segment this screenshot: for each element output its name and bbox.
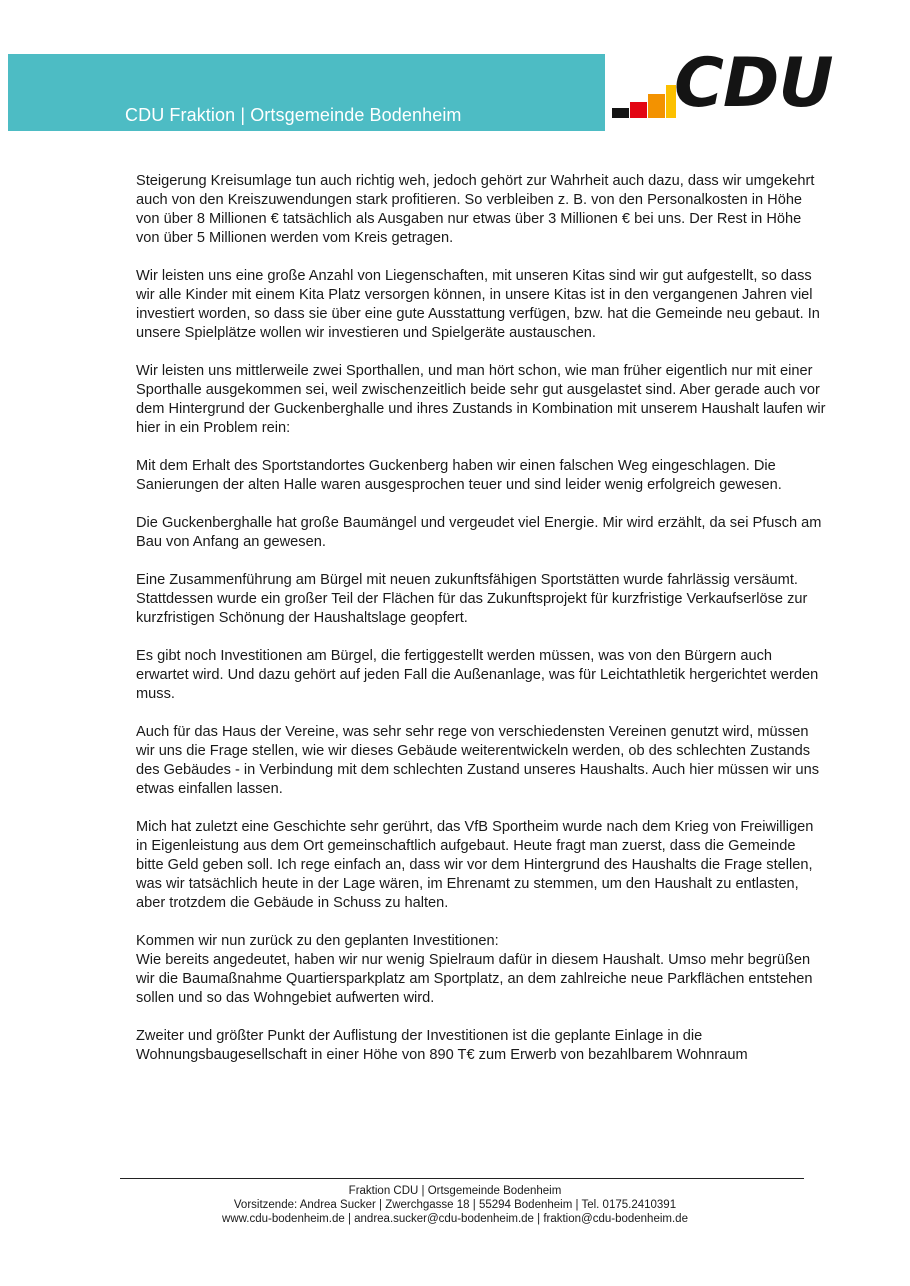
paragraph-haus-der-vereine: Auch für das Haus der Vereine, was sehr sehr rege von verschiedensten Vereinen genutzt wird, müssen wir uns die Frage stellen, wie wir dieses Gebäude weiterentwickeln werden, ob des schlechten Zustands des Gebäudes - in Verbindung mit dem schlechten Zustand unseres Haushalts. Auch hier müssen wir uns etwas einfallen lassen.	[136, 724, 820, 797]
paragraph-vfb-sportheim: Mich hat zuletzt eine Geschichte sehr gerührt, das VfB Sportheim wurde nach dem Krieg von Freiwilligen in Eigenleistung aus dem Ort gemeinschaftlich aufgebaut. Heute fragt man zuerst, dass die Gemeinde bitte Geld geben soll. Ich rege einfach an, dass wir vor dem Hintergrund des Haushalts die Frage stellen, was wir tatsächlich heute in der Lage wären, im Ehrenamt zu stemmen, um den Haushalt zu entlasten, aber trotzdem die Gebäude in Schuss zu halten.	[136, 819, 814, 911]
paragraph-sporthallen: Wir leisten uns mittlerweile zwei Sporthallen, und man hört schon, wie man früher eigentlich nur mit einer Sporthalle ausgekommen sei, weil zwischenzeitlich beide sehr gut ausgelastet sind. Aber gerade auch vor dem Hintergrund der Guckenberghalle und ihres Zustands in Kombination mit unserem Haushalt laufen wir hier in ein Problem rein:	[136, 363, 826, 436]
paragraph-liegenschaften: Wir leisten uns eine große Anzahl von Liegenschaften, mit unseren Kitas sind wir gut aufgestellt, so dass wir alle Kinder mit einem Kita Platz versorgen können, in unsere Kitas ist in den vergangenen Jahren viel investiert worden, so dass sie über eine gute Ausstattung verfügen, bzw. hat die Gemeinde neu gebaut. In unsere Spielplätze wollen wir investieren und Spielgeräte austauschen.	[136, 268, 820, 341]
footer-line-organization: Fraktion CDU | Ortsgemeinde Bodenheim	[348, 1185, 562, 1197]
document-body	[136, 172, 826, 1084]
paragraph-buergel: Eine Zusammenführung am Bürgel mit neuen zukunftsfähigen Sportstätten wurde fahrlässig versäumt. Stattdessen wurde ein großer Teil der Flächen für das Zukunftsprojekt für kurzfristige Verkaufserlöse zur kurzfristigen Schönung der Haushaltslage geopfert.	[136, 572, 808, 626]
paragraph-investitionen-buergel: Es gibt noch Investitionen am Bürgel, die fertiggestellt werden müssen, was von den Bürgern auch erwartet wird. Und dazu gehört auf jeden Fall die Außenanlage, was für Leichtathletik hergerichtet werden muss.	[136, 648, 819, 702]
footer-line-web: www.cdu-bodenheim.de | andrea.sucker@cdu-bodenheim.de | fraktion@cdu-bodenheim.de	[222, 1213, 688, 1225]
logo-bar-red	[630, 102, 647, 118]
logo-bar-orange	[648, 94, 665, 118]
cdu-logo	[612, 44, 862, 123]
footer-divider	[120, 1178, 804, 1179]
paragraph-guckenberg: Mit dem Erhalt des Sportstandortes Guckenberg haben wir einen falschen Weg eingeschlagen. Die Sanierungen der alten Halle waren ausgesprochen teuer und sind leider wenig erfolgreich gewesen.	[136, 458, 782, 493]
paragraph-kreisumlage: Steigerung Kreisumlage tun auch richtig weh, jedoch gehört zur Wahrheit auch dazu, dass wir umgekehrt auch von den Kreiszuwendungen stark profitieren. So verbleiben z. B. von den Personalkosten in Höhe von über 8 Millionen € tatsächlich als Ausgaben nur etwas über 3 Millionen € bei uns. Der Rest in Höhe von über 5 Millionen werden vom Kreis getragen.	[136, 173, 815, 246]
page-header-title: CDU Fraktion | Ortsgemeinde Bodenheim	[125, 105, 462, 125]
paragraph-baumaengel: Die Guckenberghalle hat große Baumängel und vergeudet viel Energie. Mir wird erzählt, da sei Pfusch am Bau von Anfang an gewesen.	[136, 515, 822, 550]
footer-line-contact: Vorsitzende: Andrea Sucker | Zwerchgasse 18 | 55294 Bodenheim | Tel. 0175.2410391	[233, 1199, 677, 1211]
paragraph-investments-intro: Kommen wir nun zurück zu den geplanten Investitionen:	[136, 933, 499, 949]
logo-bar-black	[612, 108, 629, 118]
page-footer	[0, 1184, 910, 1226]
paragraph-wohnungsbau: Zweiter und größter Punkt der Auflistung der Investitionen ist die geplante Einlage in die Wohnungsbaugesellschaft in einer Höhe von 890 T€ zum Erwerb von bezahlbarem Wohnraum	[136, 1028, 748, 1063]
paragraph-investments-text: Wie bereits angedeutet, haben wir nur wenig Spielraum dafür in diesem Haushalt. Umso mehr begrüßen wir die Baumaßnahme Quartiersparkplatz am Sportplatz, an dem zahlreiche neue Parkflächen entstehen sollen und so das Wohngebiet aufwerten wird.	[136, 952, 813, 1006]
logo-wordmark: CDU	[674, 44, 833, 123]
